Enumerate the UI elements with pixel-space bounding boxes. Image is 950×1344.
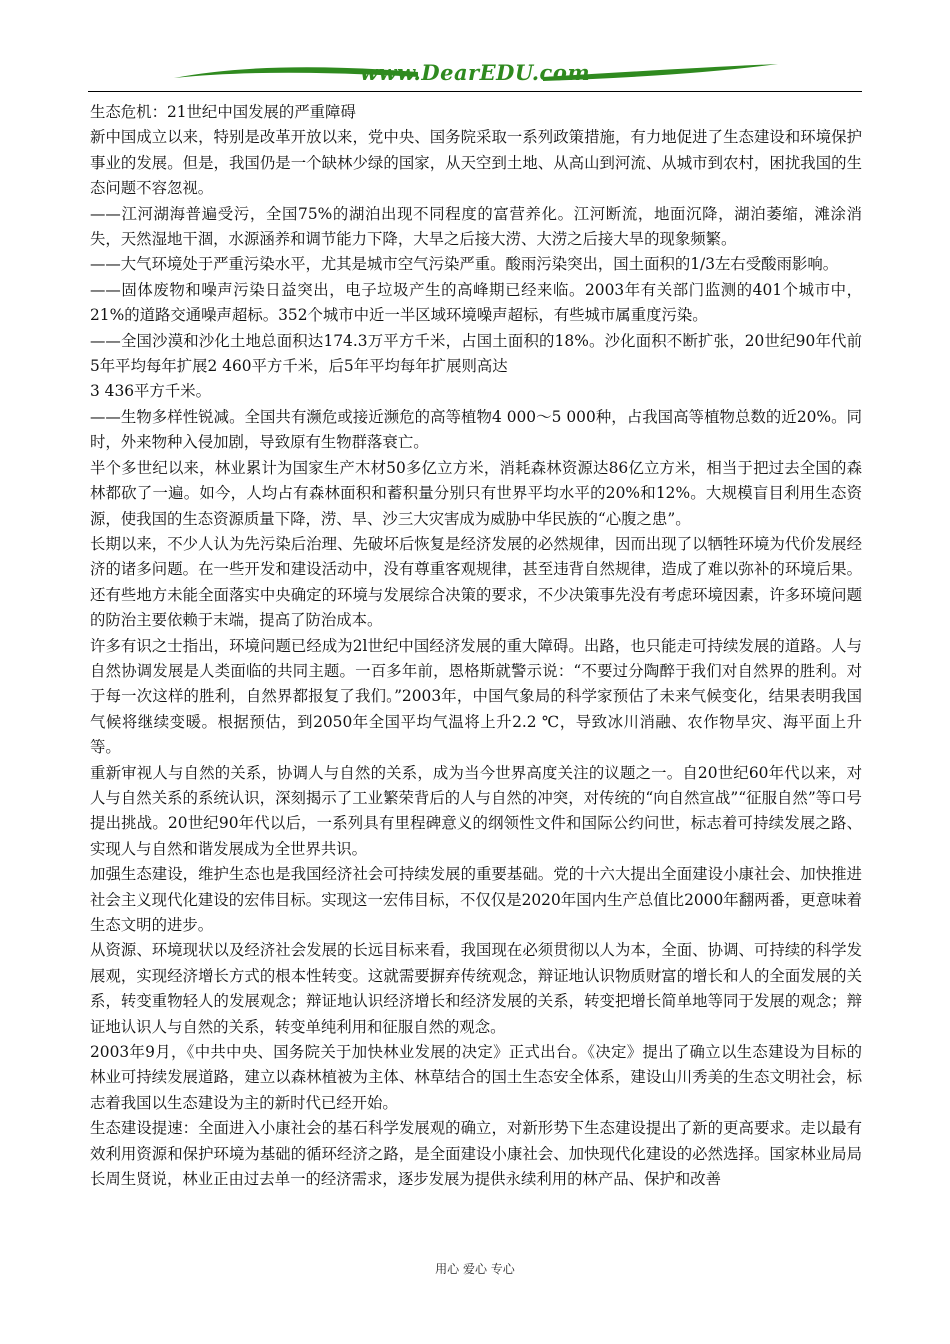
article-paragraph: 长期以来，不少人认为先污染后治理、先破坏后恢复是经济发展的必然规律，因而出现了以牺牲环境为代价发展经济的诸多问题。在一些开发和建设活动中，没有尊重客观规律，甚至违背自然规律，造成了难以弥补的环境后果。还有些地方未能全面落实中央确定的环境与发展综合决策的要求，不少决策事先没有考虑环境因素，许多环境问题的防治主要依赖于末端，提高了防治成本。 — [90, 534, 862, 630]
article-paragraph: 生态建设提速：全面进入小康社会的基石科学发展观的确立，对新形势下生态建设提出了新的更高要求。走以最有效利用资源和保护环境为基础的循环经济之路，是全面建设小康社会、加快现代化建设的必然选择。国家林业局局长周生贤说，林业正由过去单一的经济需求，逐步发展为提供永续利用的林产品、保护和改善 — [90, 1119, 862, 1189]
article-paragraph: 新中国成立以来，特别是改革开放以来，党中央、国务院采取一系列政策措施，有力地促进了生态建设和环境保护事业的发展。但是，我国仍是一个缺林少绿的国家，从天空到土地、从高山到河流、从城市到农村，困扰我国的生态问题不容忽视。 — [90, 128, 862, 198]
article-paragraph: ——生物多样性锐减。全国共有濒危或接近濒危的高等植物4 000～5 000种，占我国高等植物总数的近20%。同时，外来物种入侵加剧，导致原有生物群落衰亡。 — [90, 407, 862, 452]
article-paragraph: ——全国沙漠和沙化土地总面积达174.3万平方千米，占国土面积的18%。沙化面积不断扩张，20世纪90年代前5年平均每年扩展2 460平方千米，后5年平均每年扩展则高达 — [90, 331, 862, 376]
article-paragraph: ——大气环境处于严重污染水平，尤其是城市空气污染严重。酸雨污染突出，国土面积的1/3左右受酸雨影响。 — [90, 255, 839, 274]
site-logo[interactable]: www.DearEDU.com — [359, 60, 591, 85]
article-paragraph: ——固体废物和噪声污染日益突出，电子垃圾产生的高峰期已经来临。2003年有关部门监测的401个城市中，21%的道路交通噪声超标。352个城市中近一半区域环境噪声超标，有些城市属重度污染。 — [90, 280, 862, 325]
article-paragraph: ——江河湖海普遍受污，全国75%的湖泊出现不同程度的富营养化。江河断流，地面沉降，湖泊萎缩，滩涂消失，天然湿地干涸，水源涵养和调节能力下降，大旱之后接大涝、大涝之后接大旱的现象频繁。 — [90, 204, 862, 249]
page-footer: 用心 爱心 专心 — [435, 1262, 515, 1276]
article-paragraph: 3 436平方千米。 — [90, 382, 212, 401]
article-paragraph: 加强生态建设，维护生态也是我国经济社会可持续发展的重要基础。党的十六大提出全面建设小康社会、加快推进社会主义现代化建设的宏伟目标。实现这一宏伟目标，不仅仅是2020年国内生产总值比2000年翻两番，更意味着生态文明的进步。 — [90, 865, 862, 934]
article-title: 生态危机：21世纪中国发展的严重障碍 — [90, 103, 356, 121]
article-paragraph: 半个多世纪以来，林业累计为国家生产木材50多亿立方米，消耗森林资源达86亿立方米，相当于把过去全国的森林都砍了一遍。如今，人均占有森林面积和蓄积量分别只有世界平均水平的20%和12%。大规模盲目利用生态资源，使我国的生态资源质量下降，涝、旱、沙三大灾害成为威胁中华民族的“心腹之患”。 — [90, 458, 862, 528]
article-paragraph: 重新审视人与自然的关系，协调人与自然的关系，成为当今世界高度关注的议题之一。自20世纪60年代以来，对人与自然关系的系统认识，深刻揭示了工业繁荣背后的人与自然的冲突，对传统的“向自然宣战”“征服自然”等口号提出挑战。20世纪90年代以后，一系列具有里程碑意义的纲领性文件和国际公约问世，标志着可持续发展之路、实现人与自然和谐发展成为全世界共识。 — [90, 763, 862, 858]
article-paragraph: 2003年9月，《中共中央、国务院关于加快林业发展的决定》正式出台。《决定》提出了确立以生态建设为目标的林业可持续发展道路，建立以森林植被为主体、林草结合的国土生态安全体系，建设山川秀美的生态文明社会，标志着我国以生态建设为主的新时代已经开始。 — [90, 1043, 862, 1112]
site-header — [88, 56, 862, 92]
article-body — [90, 100, 862, 1192]
article-paragraph: 从资源、环境现状以及经济社会发展的长远目标来看，我国现在必须贯彻以人为本，全面、协调、可持续的科学发展观，实现经济增长方式的根本性转变。这就需要摒弃传统观念，辩证地认识物质财富的增长和人的全面发展的关系，转变重物轻人的发展观念；辩证地认识经济增长和经济发展的关系，转变把增长简单地等同于发展的观念；辩证地认识人与自然的关系，转变单纯利用和征服自然的观念。 — [90, 941, 862, 1036]
header-divider — [88, 91, 862, 92]
article-paragraph: 许多有识之士指出，环境问题已经成为2l世纪中国经济发展的重大障碍。出路，也只能走可持续发展的道路。人与自然协调发展是人类面临的共同主题。一百多年前，恩格斯就警示说：“不要过分陶醉于我们对自然界的胜利。对于每一次这样的胜利，自然界都报复了我们。”2003年，中国气象局的科学家预估了未来气候变化，结果表明我国气候将继续变暖。根据预估，到2050年全国平均气温将上升2.2 ℃，导致冰川消融、农作物旱灾、海平面上升等。 — [90, 636, 862, 757]
